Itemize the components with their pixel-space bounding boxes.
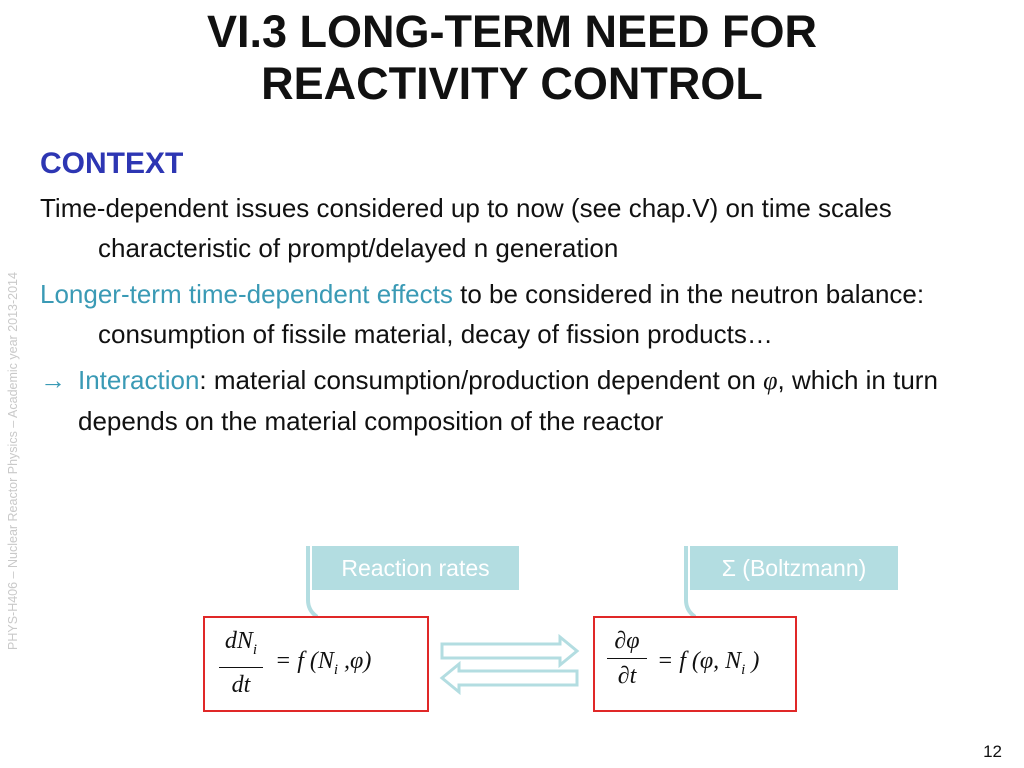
right-arrow-icon: → xyxy=(40,365,66,395)
left-numerator-sub: i xyxy=(252,641,258,658)
right-rhs-prefix: = f (φ, N xyxy=(657,648,742,674)
right-fraction xyxy=(607,626,647,691)
course-sidebar-note: PHYS-H406 – Nuclear Reactor Physics – Academic year 2013-2014 xyxy=(6,272,20,650)
paragraph-3-text-b: , which in turn depends on the material composition of the reactor xyxy=(78,365,938,436)
reaction-rates-label xyxy=(312,546,519,590)
section-heading: CONTEXT xyxy=(40,147,184,180)
depletion-equation-box xyxy=(203,616,429,712)
boltzmann-label xyxy=(690,546,898,590)
right-denominator: ∂t xyxy=(617,663,637,689)
left-pointing-arrow-icon xyxy=(442,664,577,692)
left-rhs-suffix: ,φ) xyxy=(338,648,372,674)
paragraph-time-dependent xyxy=(40,188,1000,268)
interaction-highlight: Interaction xyxy=(78,365,200,395)
right-fraction-bar xyxy=(607,658,647,659)
left-rhs-sub: i xyxy=(333,661,339,678)
right-rhs xyxy=(657,648,759,679)
paragraph-longer-term xyxy=(40,274,1000,354)
paragraph-3-text-a: : material consumption/production dependent on xyxy=(199,365,764,395)
paragraph-1-text: Time-dependent issues considered up to now (see chap.V) on time scales characteristic of prompt/delayed n generation xyxy=(40,193,892,263)
right-rhs-sub: i xyxy=(741,661,746,678)
paragraph-2-text: to be considered in the neutron balance: consumption of fissile material, decay of fission products… xyxy=(98,279,925,349)
flux-equation-box xyxy=(593,616,797,712)
right-rhs-suffix: ) xyxy=(745,648,760,674)
page-number: 12 xyxy=(983,742,1002,761)
left-numerator: dN xyxy=(224,628,253,654)
left-fraction-bar xyxy=(219,667,263,668)
boltzmann-text: Σ (Boltzmann) xyxy=(721,555,867,581)
right-numerator: ∂φ xyxy=(614,628,640,654)
title-line-2: REACTIVITY CONTROL xyxy=(261,58,763,109)
right-pointing-arrow-icon xyxy=(442,637,577,665)
reaction-rates-text: Reaction rates xyxy=(341,555,490,581)
left-rhs-prefix: = f (N xyxy=(275,648,334,674)
slide-title xyxy=(60,6,964,110)
longer-term-highlight: Longer-term time-dependent effects xyxy=(40,279,453,309)
paragraph-interaction xyxy=(40,360,1000,441)
left-denominator: dt xyxy=(231,671,251,698)
phi-symbol: φ xyxy=(763,366,778,395)
left-rhs xyxy=(275,648,371,679)
title-line-1: VI.3 LONG-TERM NEED FOR xyxy=(206,6,818,57)
slide-content xyxy=(40,144,1000,441)
left-fraction xyxy=(219,626,263,700)
